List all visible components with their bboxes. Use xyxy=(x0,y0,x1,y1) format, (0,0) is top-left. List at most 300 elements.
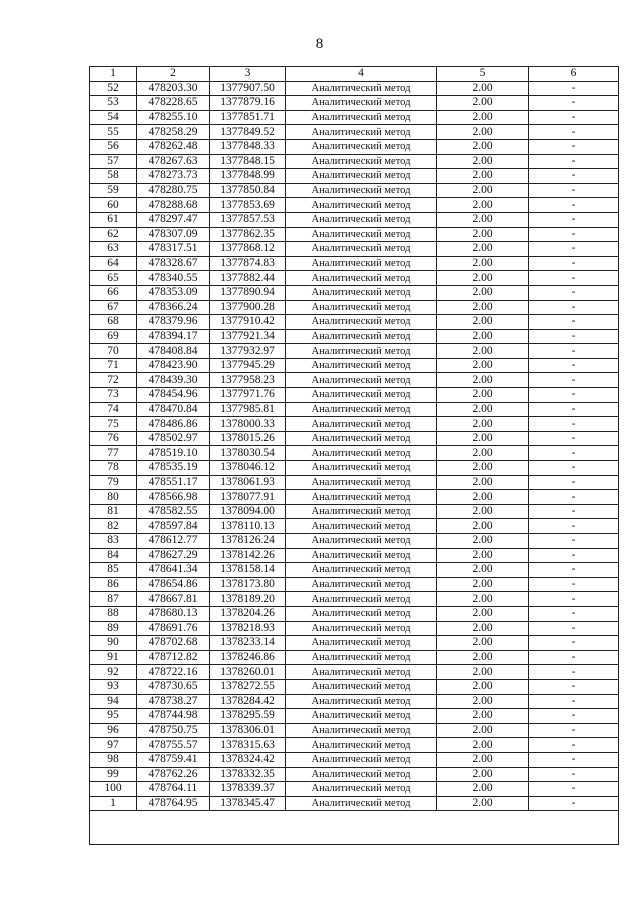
x-coordinate-cell: 478759.41 xyxy=(137,752,210,767)
accuracy-cell: 2.00 xyxy=(437,183,529,198)
header-cell: 1 xyxy=(90,67,137,82)
point-number-cell: 98 xyxy=(90,752,137,767)
point-number-cell: 67 xyxy=(90,300,137,315)
point-number-cell: 89 xyxy=(90,621,137,636)
method-cell: Аналитический метод xyxy=(286,300,437,315)
page-number: 8 xyxy=(315,36,324,52)
y-coordinate-cell: 1377890.94 xyxy=(210,285,286,300)
table-row xyxy=(90,183,619,198)
accuracy-cell: 2.00 xyxy=(437,81,529,96)
table-row xyxy=(90,256,619,271)
note-cell: - xyxy=(529,183,619,198)
x-coordinate-cell: 478641.34 xyxy=(137,563,210,578)
y-coordinate-cell: 1377945.29 xyxy=(210,358,286,373)
x-coordinate-cell: 478258.29 xyxy=(137,125,210,140)
note-cell: - xyxy=(529,256,619,271)
x-coordinate-cell: 478680.13 xyxy=(137,606,210,621)
accuracy-cell: 2.00 xyxy=(437,373,529,388)
x-coordinate-cell: 478755.57 xyxy=(137,738,210,753)
method-cell: Аналитический метод xyxy=(286,461,437,476)
note-cell: - xyxy=(529,563,619,578)
y-coordinate-cell: 1377851.71 xyxy=(210,110,286,125)
method-cell: Аналитический метод xyxy=(286,679,437,694)
y-coordinate-cell: 1377907.50 xyxy=(210,81,286,96)
method-cell: Аналитический метод xyxy=(286,606,437,621)
method-cell: Аналитический метод xyxy=(286,446,437,461)
accuracy-cell: 2.00 xyxy=(437,752,529,767)
x-coordinate-cell: 478702.68 xyxy=(137,636,210,651)
x-coordinate-cell: 478738.27 xyxy=(137,694,210,709)
x-coordinate-cell: 478654.86 xyxy=(137,577,210,592)
accuracy-cell: 2.00 xyxy=(437,431,529,446)
note-cell: - xyxy=(529,723,619,738)
accuracy-cell: 2.00 xyxy=(437,402,529,417)
point-number-cell: 86 xyxy=(90,577,137,592)
method-cell: Аналитический метод xyxy=(286,183,437,198)
note-cell: - xyxy=(529,461,619,476)
empty-cell xyxy=(90,811,619,845)
note-cell: - xyxy=(529,373,619,388)
note-cell: - xyxy=(529,154,619,169)
note-cell: - xyxy=(529,227,619,242)
y-coordinate-cell: 1378158.14 xyxy=(210,563,286,578)
method-cell: Аналитический метод xyxy=(286,81,437,96)
point-number-cell: 63 xyxy=(90,242,137,257)
method-cell: Аналитический метод xyxy=(286,782,437,797)
accuracy-cell: 2.00 xyxy=(437,723,529,738)
y-coordinate-cell: 1378246.86 xyxy=(210,650,286,665)
point-number-cell: 75 xyxy=(90,417,137,432)
note-cell: - xyxy=(529,519,619,534)
point-number-cell: 66 xyxy=(90,285,137,300)
method-cell: Аналитический метод xyxy=(286,154,437,169)
x-coordinate-cell: 478366.24 xyxy=(137,300,210,315)
empty-row xyxy=(90,811,619,845)
accuracy-cell: 2.00 xyxy=(437,665,529,680)
note-cell: - xyxy=(529,621,619,636)
method-cell: Аналитический метод xyxy=(286,242,437,257)
method-cell: Аналитический метод xyxy=(286,212,437,227)
header-row xyxy=(90,67,619,82)
table-body xyxy=(90,81,619,845)
point-number-cell: 84 xyxy=(90,548,137,563)
x-coordinate-cell: 478519.10 xyxy=(137,446,210,461)
header-cell: 4 xyxy=(286,67,437,82)
accuracy-cell: 2.00 xyxy=(437,154,529,169)
table-row xyxy=(90,475,619,490)
point-number-cell: 76 xyxy=(90,431,137,446)
point-number-cell: 93 xyxy=(90,679,137,694)
table-row xyxy=(90,227,619,242)
x-coordinate-cell: 478255.10 xyxy=(137,110,210,125)
y-coordinate-cell: 1378094.00 xyxy=(210,504,286,519)
method-cell: Аналитический метод xyxy=(286,431,437,446)
note-cell: - xyxy=(529,388,619,403)
method-cell: Аналитический метод xyxy=(286,125,437,140)
method-cell: Аналитический метод xyxy=(286,738,437,753)
y-coordinate-cell: 1377882.44 xyxy=(210,271,286,286)
y-coordinate-cell: 1378126.24 xyxy=(210,534,286,549)
point-number-cell: 56 xyxy=(90,139,137,154)
table-row xyxy=(90,723,619,738)
accuracy-cell: 2.00 xyxy=(437,650,529,665)
accuracy-cell: 2.00 xyxy=(437,169,529,184)
method-cell: Аналитический метод xyxy=(286,139,437,154)
header-cell: 3 xyxy=(210,67,286,82)
point-number-cell: 78 xyxy=(90,461,137,476)
accuracy-cell: 2.00 xyxy=(437,315,529,330)
table-row xyxy=(90,461,619,476)
point-number-cell: 53 xyxy=(90,96,137,111)
note-cell: - xyxy=(529,577,619,592)
accuracy-cell: 2.00 xyxy=(437,606,529,621)
point-number-cell: 90 xyxy=(90,636,137,651)
table-row xyxy=(90,782,619,797)
y-coordinate-cell: 1377853.69 xyxy=(210,198,286,213)
x-coordinate-cell: 478691.76 xyxy=(137,621,210,636)
method-cell: Аналитический метод xyxy=(286,373,437,388)
y-coordinate-cell: 1378000.33 xyxy=(210,417,286,432)
x-coordinate-cell: 478627.29 xyxy=(137,548,210,563)
note-cell: - xyxy=(529,271,619,286)
x-coordinate-cell: 478730.65 xyxy=(137,679,210,694)
table-row xyxy=(90,592,619,607)
note-cell: - xyxy=(529,636,619,651)
accuracy-cell: 2.00 xyxy=(437,358,529,373)
method-cell: Аналитический метод xyxy=(286,198,437,213)
x-coordinate-cell: 478744.98 xyxy=(137,709,210,724)
x-coordinate-cell: 478328.67 xyxy=(137,256,210,271)
accuracy-cell: 2.00 xyxy=(437,548,529,563)
method-cell: Аналитический метод xyxy=(286,548,437,563)
table-row xyxy=(90,373,619,388)
x-coordinate-cell: 478551.17 xyxy=(137,475,210,490)
table-row xyxy=(90,344,619,359)
table-row xyxy=(90,563,619,578)
note-cell: - xyxy=(529,402,619,417)
table-row xyxy=(90,139,619,154)
point-number-cell: 85 xyxy=(90,563,137,578)
x-coordinate-cell: 478764.11 xyxy=(137,782,210,797)
point-number-cell: 94 xyxy=(90,694,137,709)
accuracy-cell: 2.00 xyxy=(437,96,529,111)
point-number-cell: 72 xyxy=(90,373,137,388)
x-coordinate-cell: 478317.51 xyxy=(137,242,210,257)
header-cell: 6 xyxy=(529,67,619,82)
x-coordinate-cell: 478612.77 xyxy=(137,534,210,549)
method-cell: Аналитический метод xyxy=(286,694,437,709)
note-cell: - xyxy=(529,169,619,184)
y-coordinate-cell: 1378345.47 xyxy=(210,796,286,811)
method-cell: Аналитический метод xyxy=(286,796,437,811)
table-row xyxy=(90,271,619,286)
accuracy-cell: 2.00 xyxy=(437,417,529,432)
x-coordinate-cell: 478762.26 xyxy=(137,767,210,782)
y-coordinate-cell: 1377849.52 xyxy=(210,125,286,140)
y-coordinate-cell: 1378218.93 xyxy=(210,621,286,636)
method-cell: Аналитический метод xyxy=(286,315,437,330)
note-cell: - xyxy=(529,358,619,373)
y-coordinate-cell: 1378295.59 xyxy=(210,709,286,724)
note-cell: - xyxy=(529,110,619,125)
y-coordinate-cell: 1378284.42 xyxy=(210,694,286,709)
header-cell: 5 xyxy=(437,67,529,82)
x-coordinate-cell: 478273.73 xyxy=(137,169,210,184)
method-cell: Аналитический метод xyxy=(286,388,437,403)
note-cell: - xyxy=(529,650,619,665)
y-coordinate-cell: 1377921.34 xyxy=(210,329,286,344)
method-cell: Аналитический метод xyxy=(286,650,437,665)
accuracy-cell: 2.00 xyxy=(437,300,529,315)
point-number-cell: 55 xyxy=(90,125,137,140)
table-row xyxy=(90,519,619,534)
note-cell: - xyxy=(529,752,619,767)
table-row xyxy=(90,431,619,446)
accuracy-cell: 2.00 xyxy=(437,534,529,549)
x-coordinate-cell: 478722.16 xyxy=(137,665,210,680)
point-number-cell: 74 xyxy=(90,402,137,417)
x-coordinate-cell: 478502.97 xyxy=(137,431,210,446)
x-coordinate-cell: 478423.90 xyxy=(137,358,210,373)
y-coordinate-cell: 1377848.15 xyxy=(210,154,286,169)
y-coordinate-cell: 1378332.35 xyxy=(210,767,286,782)
y-coordinate-cell: 1378030.54 xyxy=(210,446,286,461)
x-coordinate-cell: 478764.95 xyxy=(137,796,210,811)
method-cell: Аналитический метод xyxy=(286,475,437,490)
accuracy-cell: 2.00 xyxy=(437,592,529,607)
table-row xyxy=(90,767,619,782)
table-row xyxy=(90,796,619,811)
method-cell: Аналитический метод xyxy=(286,709,437,724)
table-row xyxy=(90,752,619,767)
accuracy-cell: 2.00 xyxy=(437,475,529,490)
table-row xyxy=(90,212,619,227)
accuracy-cell: 2.00 xyxy=(437,563,529,578)
y-coordinate-cell: 1378046.12 xyxy=(210,461,286,476)
accuracy-cell: 2.00 xyxy=(437,461,529,476)
note-cell: - xyxy=(529,285,619,300)
accuracy-cell: 2.00 xyxy=(437,227,529,242)
method-cell: Аналитический метод xyxy=(286,636,437,651)
y-coordinate-cell: 1378315.63 xyxy=(210,738,286,753)
point-number-cell: 79 xyxy=(90,475,137,490)
x-coordinate-cell: 478203.30 xyxy=(137,81,210,96)
x-coordinate-cell: 478267.63 xyxy=(137,154,210,169)
accuracy-cell: 2.00 xyxy=(437,110,529,125)
x-coordinate-cell: 478340.55 xyxy=(137,271,210,286)
x-coordinate-cell: 478439.30 xyxy=(137,373,210,388)
point-number-cell: 60 xyxy=(90,198,137,213)
table-row xyxy=(90,417,619,432)
note-cell: - xyxy=(529,81,619,96)
point-number-cell: 92 xyxy=(90,665,137,680)
point-number-cell: 65 xyxy=(90,271,137,286)
accuracy-cell: 2.00 xyxy=(437,125,529,140)
note-cell: - xyxy=(529,242,619,257)
note-cell: - xyxy=(529,709,619,724)
table-row xyxy=(90,198,619,213)
point-number-cell: 61 xyxy=(90,212,137,227)
y-coordinate-cell: 1378110.13 xyxy=(210,519,286,534)
table-row xyxy=(90,665,619,680)
y-coordinate-cell: 1377910.42 xyxy=(210,315,286,330)
point-number-cell: 57 xyxy=(90,154,137,169)
point-number-cell: 91 xyxy=(90,650,137,665)
table-row xyxy=(90,504,619,519)
accuracy-cell: 2.00 xyxy=(437,636,529,651)
table-row xyxy=(90,548,619,563)
table-row xyxy=(90,577,619,592)
note-cell: - xyxy=(529,782,619,797)
point-number-cell: 99 xyxy=(90,767,137,782)
point-number-cell: 68 xyxy=(90,315,137,330)
point-number-cell: 83 xyxy=(90,534,137,549)
point-number-cell: 70 xyxy=(90,344,137,359)
accuracy-cell: 2.00 xyxy=(437,796,529,811)
y-coordinate-cell: 1378339.37 xyxy=(210,782,286,797)
note-cell: - xyxy=(529,212,619,227)
accuracy-cell: 2.00 xyxy=(437,519,529,534)
accuracy-cell: 2.00 xyxy=(437,212,529,227)
method-cell: Аналитический метод xyxy=(286,563,437,578)
y-coordinate-cell: 1378204.26 xyxy=(210,606,286,621)
table-row xyxy=(90,358,619,373)
y-coordinate-cell: 1377985.81 xyxy=(210,402,286,417)
y-coordinate-cell: 1378260.01 xyxy=(210,665,286,680)
table-row xyxy=(90,242,619,257)
point-number-cell: 59 xyxy=(90,183,137,198)
accuracy-cell: 2.00 xyxy=(437,329,529,344)
y-coordinate-cell: 1377958.23 xyxy=(210,373,286,388)
accuracy-cell: 2.00 xyxy=(437,709,529,724)
table-row xyxy=(90,636,619,651)
table-row xyxy=(90,125,619,140)
note-cell: - xyxy=(529,679,619,694)
y-coordinate-cell: 1378189.20 xyxy=(210,592,286,607)
accuracy-cell: 2.00 xyxy=(437,738,529,753)
point-number-cell: 64 xyxy=(90,256,137,271)
x-coordinate-cell: 478597.84 xyxy=(137,519,210,534)
note-cell: - xyxy=(529,694,619,709)
accuracy-cell: 2.00 xyxy=(437,271,529,286)
x-coordinate-cell: 478379.96 xyxy=(137,315,210,330)
x-coordinate-cell: 478394.17 xyxy=(137,329,210,344)
y-coordinate-cell: 1378077.91 xyxy=(210,490,286,505)
x-coordinate-cell: 478535.19 xyxy=(137,461,210,476)
table-row xyxy=(90,96,619,111)
table-row xyxy=(90,738,619,753)
accuracy-cell: 2.00 xyxy=(437,285,529,300)
accuracy-cell: 2.00 xyxy=(437,767,529,782)
point-number-cell: 1 xyxy=(90,796,137,811)
header-cell: 2 xyxy=(137,67,210,82)
x-coordinate-cell: 478353.09 xyxy=(137,285,210,300)
point-number-cell: 81 xyxy=(90,504,137,519)
y-coordinate-cell: 1377862.35 xyxy=(210,227,286,242)
y-coordinate-cell: 1378306.01 xyxy=(210,723,286,738)
method-cell: Аналитический метод xyxy=(286,752,437,767)
note-cell: - xyxy=(529,767,619,782)
method-cell: Аналитический метод xyxy=(286,227,437,242)
note-cell: - xyxy=(529,490,619,505)
accuracy-cell: 2.00 xyxy=(437,344,529,359)
table-row xyxy=(90,621,619,636)
method-cell: Аналитический метод xyxy=(286,402,437,417)
x-coordinate-cell: 478288.68 xyxy=(137,198,210,213)
method-cell: Аналитический метод xyxy=(286,504,437,519)
method-cell: Аналитический метод xyxy=(286,271,437,286)
y-coordinate-cell: 1377857.53 xyxy=(210,212,286,227)
table-row xyxy=(90,606,619,621)
table-row xyxy=(90,679,619,694)
note-cell: - xyxy=(529,738,619,753)
accuracy-cell: 2.00 xyxy=(437,446,529,461)
method-cell: Аналитический метод xyxy=(286,110,437,125)
note-cell: - xyxy=(529,329,619,344)
x-coordinate-cell: 478712.82 xyxy=(137,650,210,665)
y-coordinate-cell: 1377848.99 xyxy=(210,169,286,184)
point-number-cell: 87 xyxy=(90,592,137,607)
table-row xyxy=(90,709,619,724)
method-cell: Аналитический метод xyxy=(286,519,437,534)
accuracy-cell: 2.00 xyxy=(437,139,529,154)
accuracy-cell: 2.00 xyxy=(437,694,529,709)
y-coordinate-cell: 1378061.93 xyxy=(210,475,286,490)
x-coordinate-cell: 478454.96 xyxy=(137,388,210,403)
method-cell: Аналитический метод xyxy=(286,285,437,300)
method-cell: Аналитический метод xyxy=(286,329,437,344)
x-coordinate-cell: 478280.75 xyxy=(137,183,210,198)
x-coordinate-cell: 478297.47 xyxy=(137,212,210,227)
method-cell: Аналитический метод xyxy=(286,417,437,432)
x-coordinate-cell: 478307.09 xyxy=(137,227,210,242)
table-row xyxy=(90,300,619,315)
table-row xyxy=(90,81,619,96)
y-coordinate-cell: 1378324.42 xyxy=(210,752,286,767)
point-number-cell: 58 xyxy=(90,169,137,184)
point-number-cell: 97 xyxy=(90,738,137,753)
y-coordinate-cell: 1377868.12 xyxy=(210,242,286,257)
point-number-cell: 73 xyxy=(90,388,137,403)
method-cell: Аналитический метод xyxy=(286,490,437,505)
table-row xyxy=(90,110,619,125)
x-coordinate-cell: 478408.84 xyxy=(137,344,210,359)
y-coordinate-cell: 1377879.16 xyxy=(210,96,286,111)
method-cell: Аналитический метод xyxy=(286,256,437,271)
note-cell: - xyxy=(529,534,619,549)
point-number-cell: 82 xyxy=(90,519,137,534)
note-cell: - xyxy=(529,315,619,330)
note-cell: - xyxy=(529,431,619,446)
method-cell: Аналитический метод xyxy=(286,665,437,680)
point-number-cell: 80 xyxy=(90,490,137,505)
table-row xyxy=(90,446,619,461)
table-row xyxy=(90,490,619,505)
table-row xyxy=(90,169,619,184)
method-cell: Аналитический метод xyxy=(286,577,437,592)
accuracy-cell: 2.00 xyxy=(437,242,529,257)
method-cell: Аналитический метод xyxy=(286,96,437,111)
note-cell: - xyxy=(529,96,619,111)
point-number-cell: 69 xyxy=(90,329,137,344)
accuracy-cell: 2.00 xyxy=(437,782,529,797)
x-coordinate-cell: 478228.65 xyxy=(137,96,210,111)
point-number-cell: 71 xyxy=(90,358,137,373)
y-coordinate-cell: 1377932.97 xyxy=(210,344,286,359)
note-cell: - xyxy=(529,475,619,490)
point-number-cell: 52 xyxy=(90,81,137,96)
note-cell: - xyxy=(529,504,619,519)
